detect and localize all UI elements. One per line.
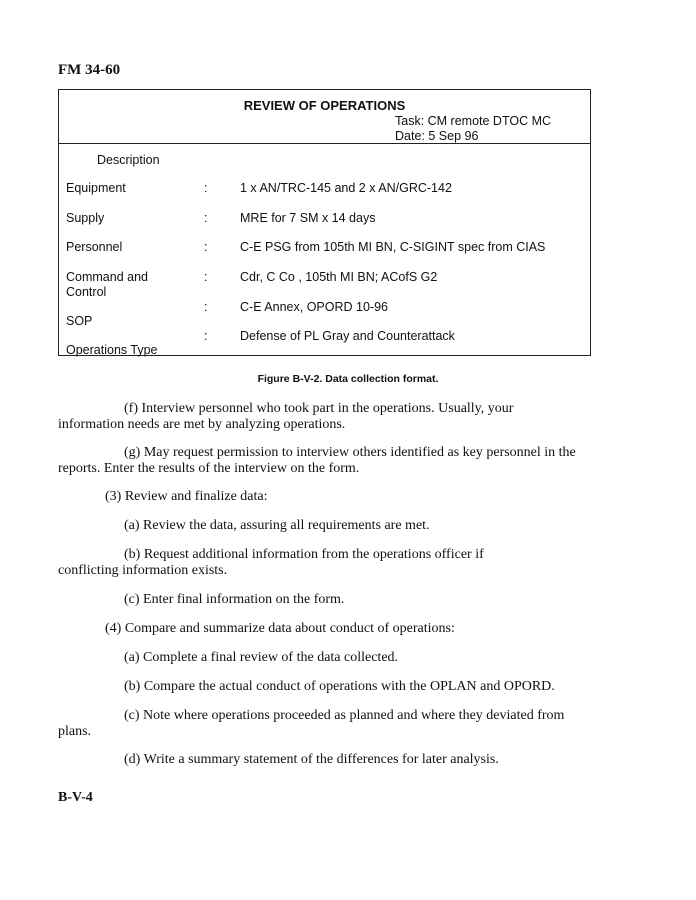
page-header: FM 34-60 [58, 62, 121, 78]
paragraph-4c: (c) Note where operations proceeded as planned and where they deviated from plans. [58, 708, 565, 739]
row-value-sop: C-E Annex, OPORD 10-96 [240, 300, 388, 314]
paragraph-4b: (b) Compare the actual conduct of operations with the OPLAN and OPORD. [124, 679, 555, 694]
row-label-personnel: Personnel [66, 240, 123, 254]
paragraph-4d: (d) Write a summary statement of the differences for later analysis. [124, 752, 499, 767]
review-of-operations-form [58, 89, 591, 356]
row-colon: : [204, 270, 208, 284]
figure-caption: Figure B-V-2. Data collection format. [257, 373, 439, 385]
form-task: Task: CM remote DTOC MC [395, 114, 552, 128]
page-footer: B-V-4 [58, 790, 93, 805]
row-label-sop: SOP [66, 314, 93, 328]
paragraph-g: (g) May request permission to interview others identified as key personnel in the reports. Enter the results of the interview on the form. [58, 445, 576, 476]
row-value-command-and-control: Cdr, C Co , 105th MI BN; ACofS G2 [240, 270, 438, 284]
paragraph-f: (f) Interview personnel who took part in the operations. Usually, your information needs are met by analyzing operations. [58, 401, 514, 432]
row-value-supply: MRE for 7 SM x 14 days [240, 211, 376, 225]
row-colon: : [204, 300, 208, 314]
row-colon: : [204, 240, 208, 254]
row-value-operations-type: Defense of PL Gray and Counterattack [240, 329, 455, 343]
paragraph-3: (3) Review and finalize data: [105, 489, 268, 504]
paragraph-3c: (c) Enter final information on the form. [124, 592, 345, 607]
row-colon: : [204, 181, 208, 195]
paragraph-3a: (a) Review the data, assuring all requirements are met. [124, 518, 430, 533]
row-label-supply: Supply [66, 211, 105, 225]
row-label-operations-type: Operations Type [66, 343, 158, 357]
paragraph-4a: (a) Complete a final review of the data collected. [124, 650, 399, 665]
paragraph-3b: (b) Request additional information from the operations officer if conflicting information exists. [58, 547, 484, 578]
form-divider [59, 143, 590, 144]
row-value-equipment: 1 x AN/TRC-145 and 2 x AN/GRC-142 [240, 181, 452, 195]
row-label-command-and-control: Command and Control [66, 270, 148, 299]
row-colon: : [204, 329, 208, 343]
paragraph-4: (4) Compare and summarize data about conduct of operations: [105, 621, 455, 636]
form-title: REVIEW OF OPERATIONS [243, 98, 406, 113]
description-label: Description [97, 153, 160, 167]
row-label-equipment: Equipment [66, 181, 126, 195]
form-date: Date: 5 Sep 96 [395, 129, 479, 143]
row-colon: : [204, 211, 208, 225]
row-value-personnel: C-E PSG from 105th MI BN, C-SIGINT spec from CIAS [240, 240, 546, 254]
